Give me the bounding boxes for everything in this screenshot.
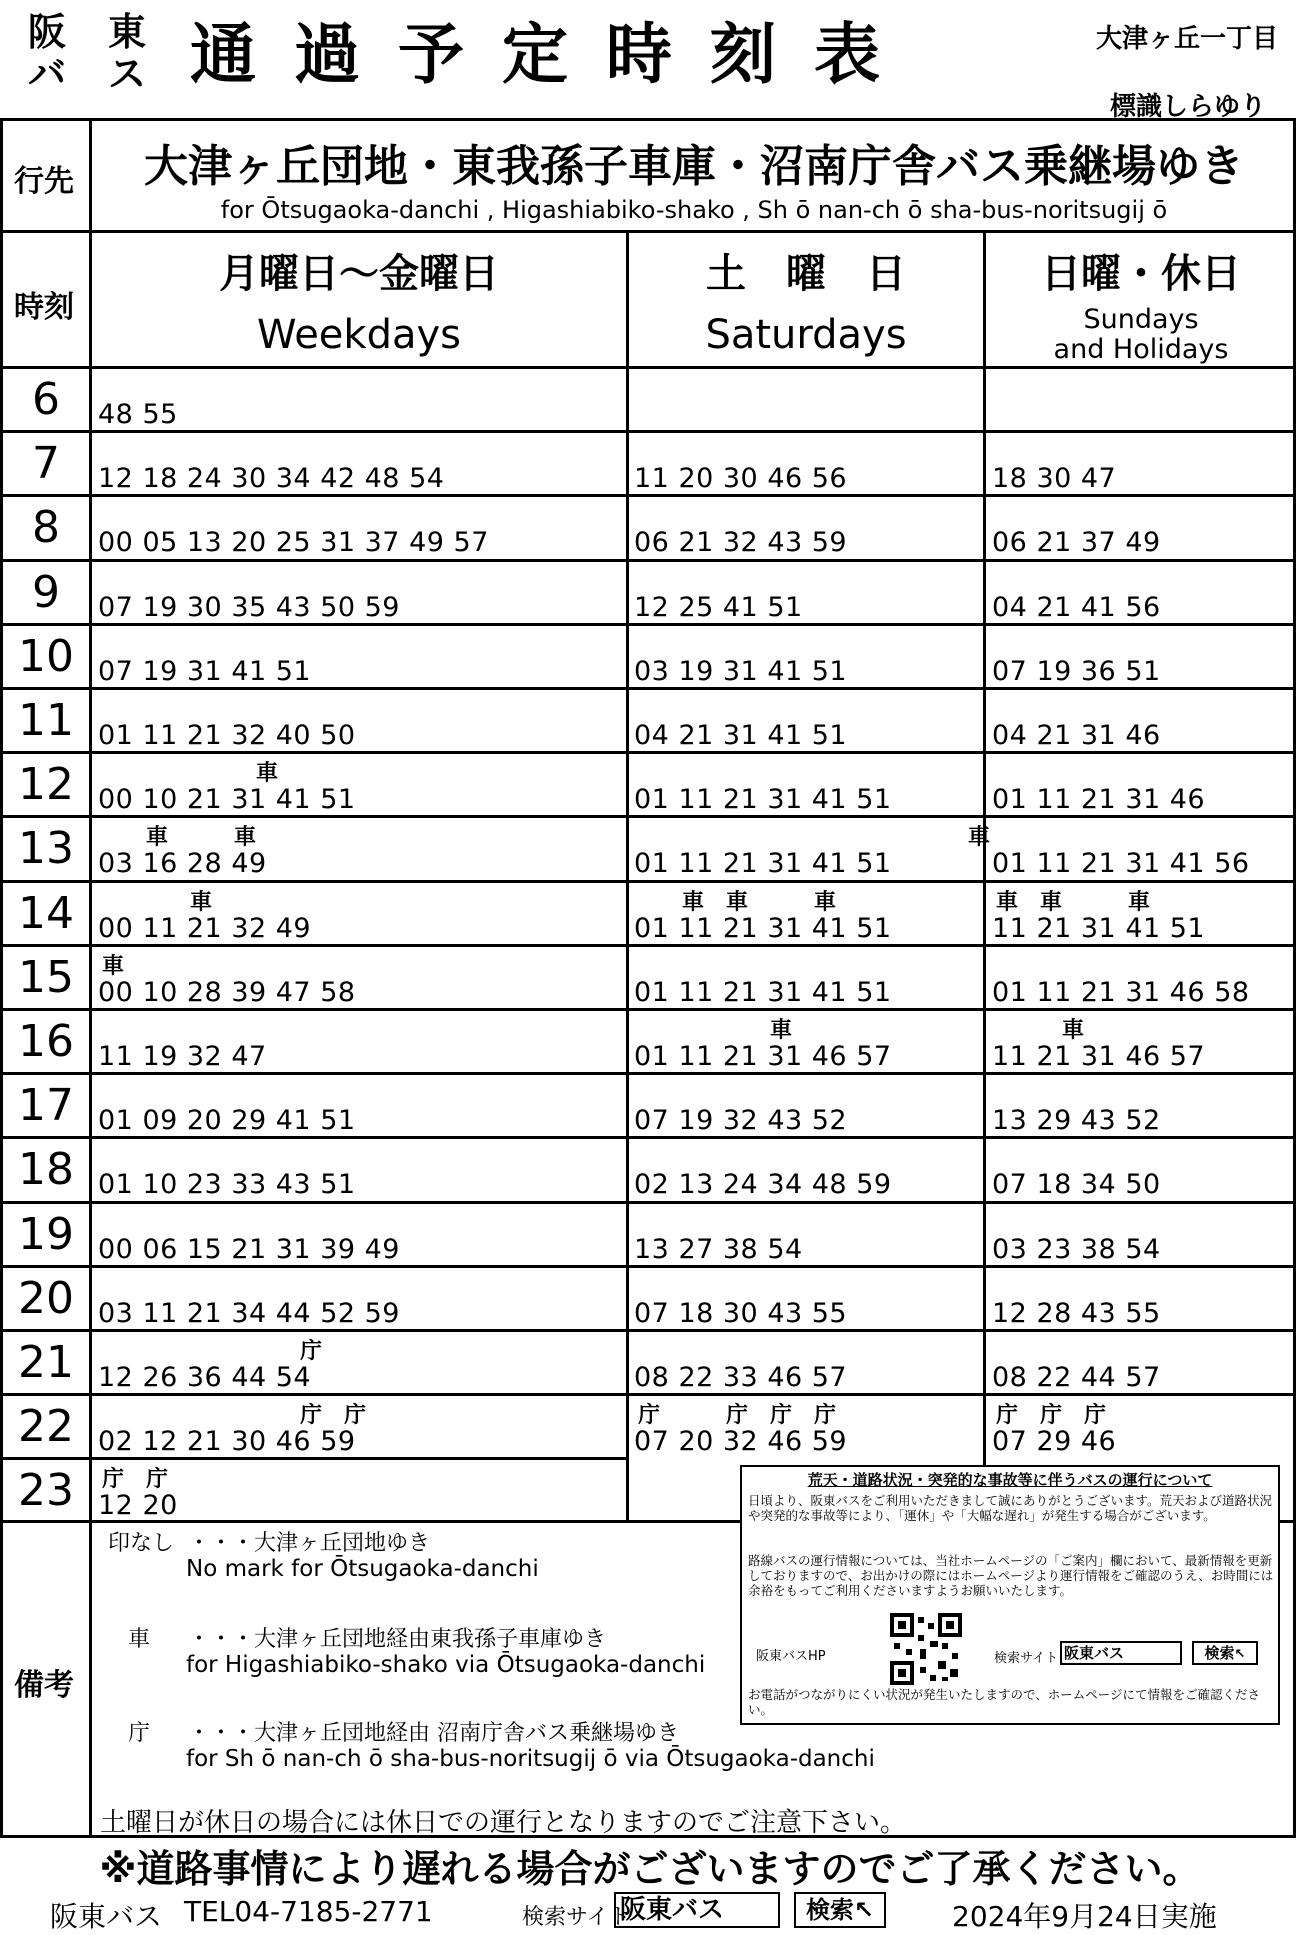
weekday-times: 48 55 [98,399,178,430]
weekday-header-en: Weekdays [256,312,461,358]
search-button-label: 検索 [805,1896,854,1924]
remark-ja: ・・・大津ヶ丘団地ゆき [188,1531,431,1556]
info-paragraph: 路線バスの運行情報については、当社ホームページの「ご案内」欄において、最新情報を更新しておりますので、お出かけの際にはホームページより運行情報をご確認のうえ、お時間には余裕をもってご利用くださいますようお願いいたします。 [748,1553,1274,1598]
holiday-destination-marks: 車 [996,1018,1085,1043]
holiday-times: 06 21 37 49 [992,527,1161,559]
weekday-destination-marks: 車 [102,953,125,979]
weekday-times: 00 10 21 31 41 51 [98,784,356,816]
weekday-times: 12 20 [98,1490,178,1522]
company-char: 阪 [28,10,67,54]
weekday-times: 00 10 28 39 47 58 [98,976,356,1008]
remark-mark: 印なし [108,1531,175,1556]
weekday-times: 03 11 21 34 44 52 59 [98,1297,400,1329]
saturday-header-en: Saturdays [705,312,907,358]
remark-en: for Higashiabiko-shako via Ōtsugaoka-danchi [186,1652,706,1678]
saturday-destination-marks: 車 [638,825,991,851]
row-divider [0,494,1296,497]
saturday-destination-marks: 車 [638,1018,793,1043]
weekday-times: 11 19 32 47 [98,1041,267,1072]
row-divider [0,1329,1296,1332]
holiday-times: 11 21 31 41 51 [992,912,1206,944]
remark-en: No mark for Ōtsugaoka-danchi [186,1556,539,1582]
holiday-destination-marks: 車 車 車 [996,889,1151,915]
weekday-times: 12 18 24 30 34 42 48 54 [98,463,445,495]
weekday-destination-marks: 庁 庁 [102,1403,367,1429]
weekday-destination-marks: 庁 庁 [102,1467,169,1493]
remark-en: for Sh ō nan-ch ō sha-bus-noritsugij ō via Ōtsugaoka-danchi [186,1746,875,1772]
saturday-times: 01 11 21 31 41 51 [634,912,892,944]
page-title: 通過予定時刻表 [190,16,918,93]
row-divider [0,1008,1296,1011]
company-char: 東 [108,10,147,54]
saturday-header-ja: 土 曜 日 [706,251,906,297]
holiday-times: 07 18 34 50 [992,1169,1161,1201]
company-logo [28,12,158,96]
hour-label: 18 [18,1144,74,1196]
saturday-times: 03 19 31 41 51 [634,655,848,687]
row-divider [0,623,1296,626]
saturday-times: 01 11 21 31 41 51 [634,784,892,816]
saturday-times: 01 11 21 31 41 51 [634,848,892,880]
saturday-times: 12 25 41 51 [634,591,803,623]
weekday-times: 02 12 21 30 46 59 [98,1426,356,1458]
saturday-times: 07 20 32 46 59 [634,1426,848,1458]
hour-label: 8 [32,502,60,554]
saturday-times: 06 21 32 43 59 [634,527,848,559]
hour-label: 15 [18,951,74,1003]
info-search-input[interactable]: 阪東バス [1060,1641,1182,1665]
hour-label: 17 [18,1080,74,1132]
row-divider [0,559,1296,562]
divider [626,230,629,1520]
destination-label: 行先 [14,164,74,199]
row-divider [0,880,1296,883]
row-divider [0,1201,1296,1204]
hour-label: 10 [18,630,74,682]
info-paragraph: 日頃より、阪東バスをご利用いただきまして誠にありがとうございます。荒天および道路状況や突発的な事故等により、「運休」や「大幅な遅れ」が発生する場合がございます。 [748,1493,1273,1523]
holiday-times: 18 30 47 [992,463,1117,495]
row-divider [0,815,1296,818]
company-char: バ [28,52,67,96]
destination-en: for Ōtsugaoka-danchi , Higashiabiko-shako , Sh ō nan-ch ō sha-bus-noritsugij ō [220,196,1168,224]
holiday-times: 01 11 21 31 41 56 [992,848,1250,880]
qr-code-icon[interactable] [890,1613,962,1685]
effective-date: 2024年9月24日実施 [952,1900,1217,1933]
holiday-times: 01 11 21 31 46 58 [992,976,1250,1008]
row-divider [0,1393,1296,1396]
saturday-times: 13 27 38 54 [634,1233,803,1265]
remark-ja: ・・・大津ヶ丘団地経由 沼南庁舎バス乗継場ゆき [188,1721,679,1746]
saturday-holiday-note: 土曜日が休日の場合には休日での運行となりますのでご注意下さい。 [100,1808,907,1838]
search-button-label: 検索 [1204,1644,1235,1662]
weekday-times: 01 11 21 32 40 50 [98,720,356,751]
footer-search-button[interactable] [794,1892,886,1928]
holiday-destination-marks: 庁 庁 庁 [996,1403,1107,1429]
row-divider [0,751,1296,754]
footer-company: 阪東バス [50,1900,163,1933]
weekday-destination-marks: 車 [102,761,279,787]
info-search-label: 検索サイト [994,1651,1059,1666]
hour-label: 13 [18,823,74,875]
weekday-destination-marks: 車 車 [102,825,257,851]
hour-label: 6 [32,374,60,425]
holiday-times: 04 21 31 46 [992,720,1161,751]
holiday-times: 01 11 21 31 46 [992,784,1206,816]
remark-ja: ・・・大津ヶ丘団地経由東我孫子車庫ゆき [188,1627,607,1652]
holiday-times: 12 28 43 55 [992,1297,1161,1329]
hour-label: 11 [18,695,74,746]
info-paragraph: お電話がつながりにくい状況が発生いたしますので、ホームページにて情報をご確認ください。 [748,1687,1261,1717]
holiday-times: 07 29 46 [992,1426,1117,1458]
divider [0,366,1296,369]
row-divider [0,687,1296,690]
weekday-times: 00 06 15 21 31 39 49 [98,1233,400,1265]
saturday-times: 01 11 21 31 41 51 [634,976,892,1008]
hour-label: 12 [18,759,74,811]
holiday-times: 13 29 43 52 [992,1105,1161,1137]
hp-label: 阪東バスHP [756,1649,826,1664]
row-divider [0,1457,629,1460]
weekday-times: 07 19 31 41 51 [98,655,312,687]
footer-tel: TEL04-7185-2771 [184,1895,433,1928]
hour-label: 21 [18,1337,74,1388]
row-divider [0,1136,1296,1139]
hour-label: 22 [18,1401,74,1453]
cursor-icon: ↖ [853,1896,875,1924]
saturday-times: 08 22 33 46 57 [634,1362,848,1393]
info-title: 荒天・道路状況・突発的な事故等に伴うバスの運行について [807,1471,1213,1489]
holiday-times: 11 21 31 46 57 [992,1041,1206,1072]
weekday-destination-marks: 庁 [102,1339,323,1364]
saturday-times: 01 11 21 31 46 57 [634,1041,892,1072]
hour-label: 9 [32,566,60,618]
row-divider [0,1265,1296,1268]
hour-label: 23 [18,1465,74,1517]
time-label: 時刻 [14,290,74,325]
service-info-box [740,1465,1280,1725]
weekday-times: 00 05 13 20 25 31 37 49 57 [98,527,489,559]
hour-label: 14 [18,887,74,939]
footer-search-label: 検索サイト [522,1905,631,1930]
hour-label: 19 [18,1208,74,1260]
row-divider [0,944,1296,947]
delay-notice: ※道路事情により遅れる場合がございますのでご了承ください。 [99,1847,1201,1891]
cursor-icon: ↖ [1234,1647,1246,1662]
holiday-times: 03 23 38 54 [992,1233,1161,1265]
remark-mark: 庁 [128,1721,151,1746]
holiday-times: 08 22 44 57 [992,1362,1161,1393]
saturday-destination-marks: 車 車 車 [638,889,837,915]
weekday-times: 00 11 21 32 49 [98,912,312,944]
stop-name: 大津ヶ丘一丁目 [1096,24,1279,54]
destination-ja: 大津ヶ丘団地・東我孫子車庫・沼南庁舎バス乗継場ゆき [144,141,1244,192]
saturday-times: 02 13 24 34 48 59 [634,1169,892,1201]
holiday-header-ja: 日曜・休日 [1041,251,1241,297]
saturday-times: 07 18 30 43 55 [634,1297,848,1329]
company-char: ス [108,52,147,96]
holiday-header-en-2: and Holidays [1053,334,1229,365]
sign-name: 標識しらゆり [1110,92,1267,122]
footer-search-input[interactable]: 阪東バス [614,1892,780,1928]
weekday-times: 07 19 30 35 43 50 59 [98,591,400,623]
weekday-header-ja: 月曜日〜金曜日 [219,251,499,297]
row-divider [0,430,1296,433]
holiday-header-en-1: Sundays [1083,304,1199,335]
remarks-label: 備考 [14,1668,74,1703]
divider [0,230,1296,233]
saturday-times: 11 20 30 46 56 [634,463,848,495]
weekday-times: 12 26 36 44 54 [98,1362,312,1393]
weekday-times: 01 09 20 29 41 51 [98,1105,356,1137]
holiday-times: 04 21 41 56 [992,591,1161,623]
info-search-button[interactable] [1192,1641,1258,1665]
weekday-times: 03 16 28 49 [98,848,267,880]
hour-label: 7 [32,438,60,490]
saturday-times: 04 21 31 41 51 [634,720,848,751]
saturday-destination-marks: 庁 庁 庁 庁 [638,1403,837,1429]
row-divider [0,1072,1296,1075]
hour-label: 20 [18,1272,74,1324]
remark-mark: 車 [128,1627,151,1652]
weekday-times: 01 10 23 33 43 51 [98,1169,356,1201]
saturday-times: 07 19 32 43 52 [634,1105,848,1137]
weekday-destination-marks: 車 [102,889,213,915]
hour-label: 16 [18,1016,74,1067]
holiday-times: 07 19 36 51 [992,655,1161,687]
